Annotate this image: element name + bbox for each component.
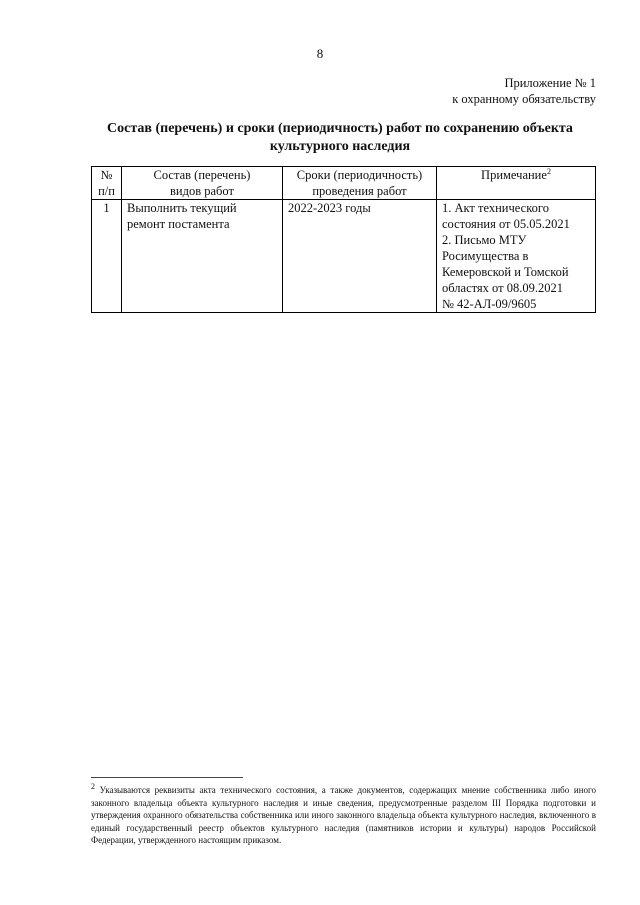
note-line: Росимущества в [442, 249, 529, 263]
note-line: состояния от 05.05.2021 [442, 217, 570, 231]
footnote-text: Указываются реквизиты акта технического состояния, а также документов, содержащих мнение собственника либо иного законного владельца объекта культурного наследия и иные сведения, предусмотренные разделом III Порядка подготовки и утверждения охранного обязательства собственника или иного законного владельца объекта культурного наследия, включенного в единый государственный реестр объектов культурного наследия (памятников истории и культуры) народов Российской Федерации, утвержденного настоящим приказом. [91, 785, 596, 845]
title-line-1: Состав (перечень) и сроки (периодичность) работ по сохранению объекта [107, 121, 573, 136]
header-works-line-1: Состав (перечень) [153, 168, 251, 182]
title-line-2: культурного наследия [269, 139, 411, 154]
footnote-reference[interactable]: 2 [546, 166, 551, 176]
note-line: областях от 08.09.2021 [442, 281, 563, 295]
header-number-line-1: № [100, 168, 113, 182]
cell-number: 1 [92, 200, 122, 313]
table-row [92, 200, 596, 313]
header-terms-line-2: проведения работ [312, 184, 407, 198]
note-line: 1. Акт технического [442, 201, 549, 215]
header-number-line-2: п/п [98, 184, 115, 198]
note-line: Кемеровской и Томской [442, 265, 569, 279]
table-header-row [92, 167, 596, 200]
cell-note [437, 200, 596, 313]
header-terms-line-1: Сроки (периодичность) [296, 168, 423, 182]
header-number [92, 167, 122, 200]
document-title [80, 120, 600, 156]
page-number: 8 [316, 46, 324, 61]
annex-reference [452, 75, 596, 107]
header-note [437, 167, 596, 200]
cell-works [122, 200, 283, 313]
cell-terms: 2022-2023 годы [283, 200, 437, 313]
annex-line-2: к охранному обязательству [452, 92, 596, 106]
annex-line-1: Приложение № 1 [504, 76, 596, 90]
header-works [122, 167, 283, 200]
cell-works-line-1: Выполнить текущий [127, 201, 237, 215]
works-table [91, 166, 596, 313]
note-line: 2. Письмо МТУ [442, 233, 527, 247]
header-terms [283, 167, 437, 200]
note-line: № 42-АЛ-09/9605 [442, 297, 537, 311]
cell-works-line-2: ремонт постамента [127, 217, 230, 231]
footnote [91, 784, 596, 847]
footnote-separator [91, 777, 243, 778]
header-note-label: Примечание [481, 168, 547, 182]
header-works-line-2: видов работ [170, 184, 234, 198]
footnote-marker: 2 [91, 782, 95, 791]
